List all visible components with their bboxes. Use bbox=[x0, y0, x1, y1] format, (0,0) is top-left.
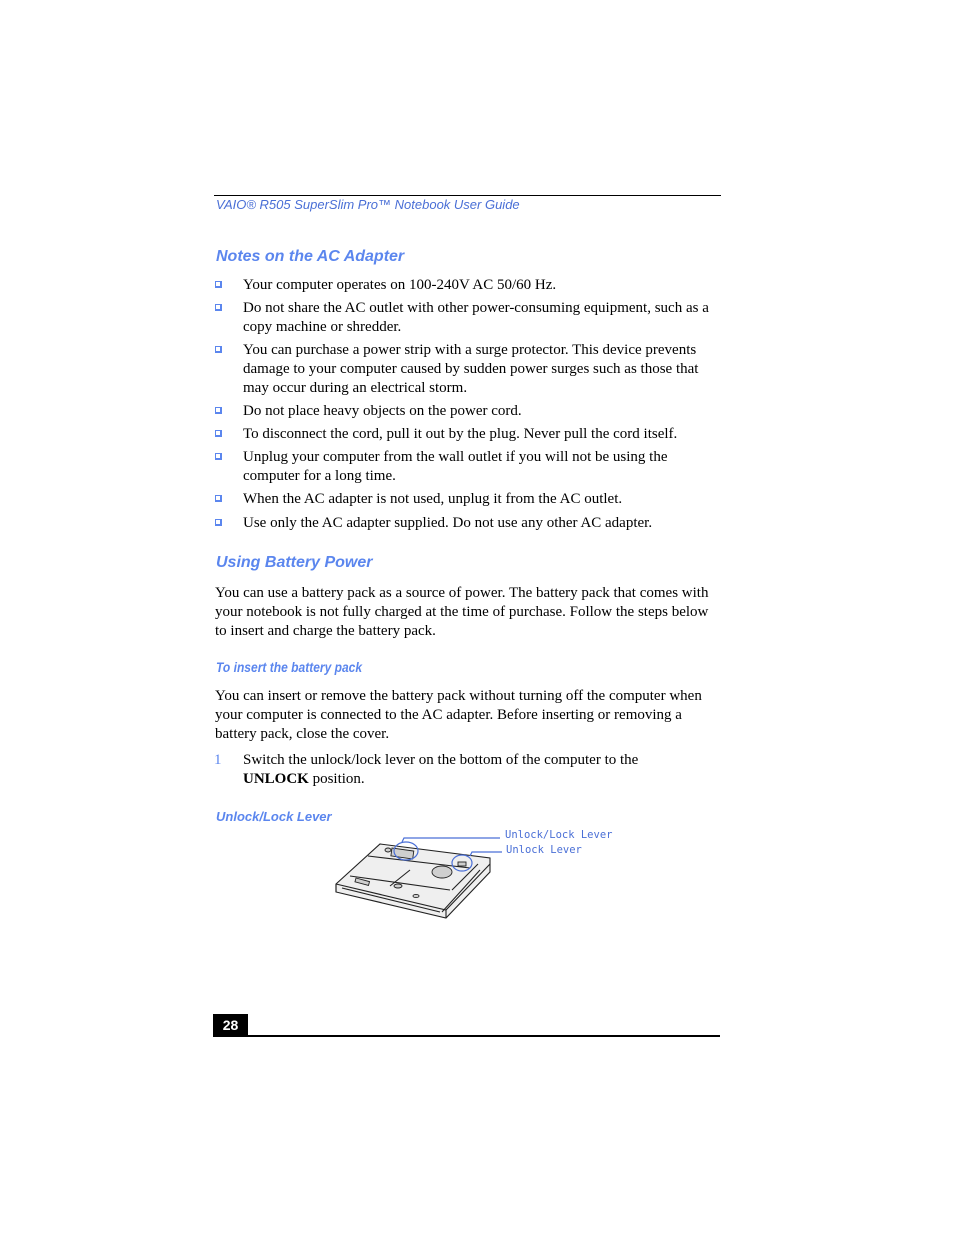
checkbox-bullet-icon bbox=[215, 453, 222, 460]
list-item-text: Use only the AC adapter supplied. Do not use any other AC adapter. bbox=[243, 514, 653, 531]
list-item-text: Unplug your computer from the wall outlet if you will not be using the computer for a long time. bbox=[243, 449, 668, 485]
list-item bbox=[214, 425, 724, 444]
notebook-bottom-illustration bbox=[330, 826, 613, 926]
checkbox-bullet-icon bbox=[215, 304, 222, 311]
insert-battery-paragraph: You can insert or remove the battery pack without turning off the computer when your computer is connected to the AC adapter. Before inserting or removing a battery pack, close the cover. bbox=[215, 688, 702, 742]
list-item-text: You can purchase a power strip with a surge protector. This device prevents damage to your computer caused by sudden power surges such as those that may occur during an electrical storm. bbox=[243, 342, 699, 396]
step-number: 1 bbox=[214, 752, 222, 768]
list-item-text: Do not place heavy objects on the power cord. bbox=[243, 402, 522, 419]
callout-unlock-lock-lever: Unlock/Lock Lever bbox=[505, 829, 613, 841]
list-item bbox=[214, 514, 724, 533]
list-item bbox=[214, 341, 724, 397]
list-item bbox=[214, 448, 724, 486]
list-item bbox=[214, 299, 724, 337]
notebook-bottom-figure bbox=[330, 826, 613, 926]
list-item-text: When the AC adapter is not used, unplug it from the AC outlet. bbox=[243, 491, 623, 508]
step-text-after: position. bbox=[308, 771, 365, 787]
list-item-text: Your computer operates on 100-240V AC 50/60 Hz. bbox=[243, 277, 557, 293]
insert-battery-subheading: To insert the battery pack bbox=[216, 659, 363, 675]
figure-caption: Unlock/Lock Lever bbox=[216, 809, 332, 824]
checkbox-bullet-icon bbox=[215, 519, 222, 526]
list-item-text: To disconnect the cord, pull it out by the plug. Never pull the cord itself. bbox=[243, 426, 678, 443]
callout-unlock-lever: Unlock Lever bbox=[506, 844, 582, 856]
step-text bbox=[243, 751, 724, 789]
step-1 bbox=[214, 751, 724, 789]
checkbox-bullet-icon bbox=[215, 430, 222, 437]
list-item bbox=[214, 276, 724, 295]
step-text-before: Switch the unlock/lock lever on the bottom of the computer to the bbox=[243, 752, 639, 768]
battery-heading: Using Battery Power bbox=[216, 554, 373, 571]
battery-intro-paragraph: You can use a battery pack as a source of power. The battery pack that comes with your notebook is not fully charged at the time of purchase. Follow the steps below to insert and charge the battery pack. bbox=[215, 585, 709, 639]
header-rule bbox=[214, 195, 721, 196]
list-item-text: Do not share the AC outlet with other power-consuming equipment, such as a copy machine or shredder. bbox=[243, 300, 709, 335]
list-item bbox=[214, 490, 724, 509]
checkbox-bullet-icon bbox=[215, 495, 222, 502]
footer-rule bbox=[213, 1035, 720, 1037]
running-header: VAIO® R505 SuperSlim Pro™ Notebook User Guide bbox=[216, 197, 520, 212]
ac-adapter-notes-list bbox=[214, 276, 724, 537]
unlock-keyword: UNLOCK bbox=[243, 771, 309, 787]
list-item bbox=[214, 402, 724, 421]
checkbox-bullet-icon bbox=[215, 346, 222, 353]
checkbox-bullet-icon bbox=[215, 281, 222, 288]
checkbox-bullet-icon bbox=[215, 407, 222, 414]
page-number: 28 bbox=[213, 1014, 248, 1036]
ac-adapter-heading: Notes on the AC Adapter bbox=[216, 248, 405, 265]
